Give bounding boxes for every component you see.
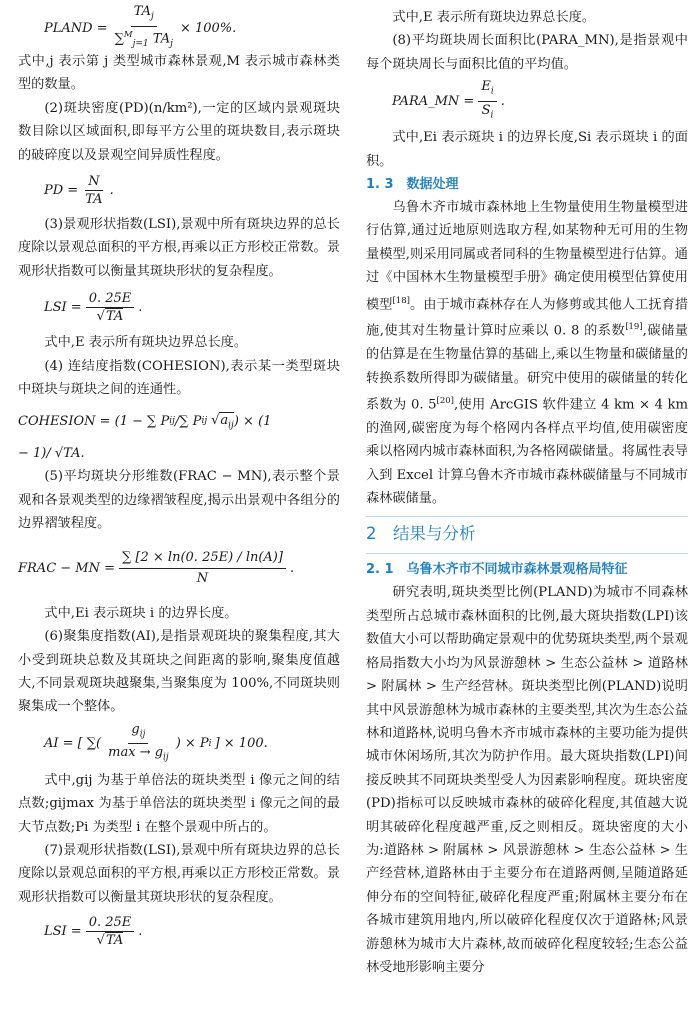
equation-frac-mn [18,536,340,602]
divider [366,516,688,517]
paragraph: 式中,Ei 表示斑块 i 的边界长度。 [44,605,238,621]
equation-cohesion: COHESION = (1 − ∑ P ij / ∑ P ij $√a_{ij}$ ) × (1 [18,412,272,431]
denominator: TA [152,31,171,47]
bracket-open: [ ∑( [77,736,102,752]
numerator: 0. 25E [86,915,135,932]
equation-ai [18,719,340,769]
divider [366,553,688,554]
subscript: ij [228,420,234,431]
section-heading-2: 2 结果与分析 [366,524,476,544]
denominator: TA [105,308,124,324]
equation-para-mn [366,76,688,126]
denominator: TA [105,932,124,948]
equation-lhs: PD = [44,182,79,198]
denominator: S [481,102,491,118]
paragraph: 式中,E 表示所有斑块边界总长度。 [44,335,248,351]
numerator: TA [133,4,152,20]
numerator: g [131,721,140,737]
equation-pd [18,167,340,213]
paragraph: 式中,j 表示第 j 类型城市森林景观,M 表示城市森林类型的数量。 [18,54,340,93]
equation-tail: × 100%. [179,20,237,36]
fraction: $\frac{0. 25E}{√TA}$ [86,915,135,948]
subscript: ij [169,416,175,427]
radicand: a [220,412,229,428]
subscript: j [170,38,173,49]
equation-tail: . [289,561,295,577]
subscript: j=1 [132,38,149,49]
paragraph: (6)聚集度指数(AI),是指景观斑块的聚集程度,其大小受到斑块总数及其斑块之间距离的影响,聚集度值越大,不同景观斑块越聚集,当聚集度为 100%,不同斑块则聚集成一个整体。 [18,629,340,715]
text-run: ,碳储量的估算是在生物量估算的基础上,乘以生物量和碳储量的转换系数所得即为碳储量。研究中使用的碳储量的转化系数为 0. 5 [366,323,688,413]
subscript: i [490,86,494,97]
numerator: N [85,174,102,191]
equation-tail: ) × (1 [233,413,272,429]
equation-lhs: LSI = [44,923,82,939]
paragraph: (8)平均斑块周长面积比(PARA_MN),是指景观中每个斑块周长与面积比值的平均值。 [366,33,688,72]
subscript: ij [163,752,169,763]
right-column [366,6,688,979]
bracket-close: ] × 100. [214,736,268,752]
operator: ) × P [175,736,209,752]
sum-term: ∑ P [179,413,202,429]
paragraph: (3)景观形状指数(LSI),景观中所有斑块边界的总长度除以景观总面积的平方根,再乘以正方形校正常数。景观形状指数可以衡量其斑块形状的复杂程度。 [18,217,340,279]
numerator: 0. 25E [86,291,135,308]
fraction [112,4,176,52]
text-run: ,使用 ArcGIS 软件建立 4 km × 4 km 的渔网,碳密度为每个格网内各样点平均值,使用碳密度乘以格网内城市森林面积,为各格网碳储量。将属性表导入到 Excel 计算乌鲁木齐市城市森林碳储量与不同城市森林碳储量。 [366,397,688,507]
equation-lhs: LSI = [44,299,82,315]
fraction [105,722,172,766]
section-heading-1-3: 1. 3 数据处理 [366,177,459,193]
denominator: TA [85,191,103,207]
equation-tail: . [500,93,505,109]
citation: [19] [625,322,643,333]
paragraph: 式中,Ei 表示斑块 i 的边界长度,Si 表示斑块 i 的面积。 [366,130,688,169]
paragraph: 式中,gij 为基于单倍法的斑块类型 i 像元之间的结点数;gijmax 为基于单倍法的斑块类型 i 像元之间的最大节点数;Pi 为类型 i 在整个景观中所占的。 [18,772,340,835]
numerator: E [481,79,491,95]
denominator: N [196,571,209,587]
equation-lsi-2 [18,909,340,953]
subscript: i [490,110,494,121]
subscript: j [151,11,154,22]
equation-continuation: − 1)/ √TA. [18,445,85,461]
paragraph: (4) 连结度指数(COHESION),表示某一类型斑块中斑块与斑块之间的连通性。 [18,358,340,398]
sum-symbol: ∑ [114,31,124,47]
fraction [478,79,496,123]
paragraph: 研究表明,斑块类型比例(PLAND)为城市不同森林类型所占总城市森林面积的比例,最大斑块指数(LPI)该数值大小可以帮助确定景观中的优势斑块类型,两个景观格局指数大小均为风景游憩林 > 生态公益林 > 道路林 > 附属林 > 生产经营林。斑块类型比例(PLAND)说明其中风景游憩林为城市森林的主要类型,其次为生态公益林和道路林,说明乌鲁木齐市城市森林的主要功能为提供城市休闲场所,其次为防护作用。最大斑块指数(LPI)间接反映其不同斑块类型受人为因素影响程度。斑块密度(PD)指标可以反映城市森林的破碎化程度,其值越大说明其破碎化程度越严重,反之则相反。斑块密度的大小为:道路林 > 附属林 > 风景游憩林 > 生态公益林 > 生产经营林,道路林由于主要分布在道路两侧,呈随道路延伸分布的空间特征,破碎化程度严重;附属林主要分布在各城市建筑用地内,所以破碎化程度仅次于道路林;风景游憩林为城市大片森林,故而破碎化程度较轻;生态公益林受地形影响主要分 [366,585,688,975]
left-column [18,6,340,953]
equation-tail: . [109,182,114,198]
equation-lhs: COHESION = (1 − [18,413,144,429]
equation-tail: . [138,923,143,939]
subscript: ij [201,416,208,427]
equation-lhs: PARA_MN = [392,93,475,109]
citation: [18] [392,295,410,306]
equation-lhs: FRAC − MN = [18,561,116,577]
fraction [82,174,105,207]
paragraph: 式中,E 表示所有斑块边界总长度。 [392,10,596,25]
equation-cohesion-line2 [18,441,340,465]
text-run: 。由于城市森林存在人为修剪或其他人工抚育措施,使其对生物量计算时应乘以 0. 8 的系数 [366,297,689,339]
citation: [20] [436,396,454,407]
fraction: $\frac{0. 25E}{√TA}$ [86,291,135,324]
equation-lhs: PLAND = [44,20,108,36]
equation-tail: . [138,299,143,315]
superscript: M [123,29,133,40]
paragraph: (5)平均斑块分形维数(FRAC − MN),表示整个景观和各景观类型的边缘褶皱程度,揭示出景观中各组分的边界褶皱程度。 [18,469,340,532]
numerator: ∑ [2 × ln(0. 25E) / ln(A)] [119,549,286,569]
operator: / [174,413,180,429]
sum-term: ∑ P [147,413,170,429]
section-heading-2-1: 2. 1 乌鲁木齐市不同城市森林景观格局特征 [366,562,628,578]
paragraph: (2)斑块密度(PD)(n/km²),一定的区域内景观斑块数目除以区域面积,即每平方公里的斑块数目,表示斑块的破碎度以及景观空间异质性程度。 [18,100,340,163]
equation-lhs: AI = [44,736,74,752]
subscript: i [208,738,212,749]
denominator: max → g [108,745,164,761]
equation-lsi [18,283,340,331]
subscript: ij [139,729,146,740]
fraction [119,549,286,588]
paragraph [366,196,688,510]
text-run: 乌鲁木齐市城市森林地上生物量使用生物量模型进行估算,通过近地原则选取方程,如某物种无可用的生物量模型,则采用同属或者同科的生物量模型进行估算。通过《中国林木生物量模型手册》确定使用模型估算使用模型 [366,200,688,313]
equation-pland [18,6,340,50]
paragraph: (7)景观形状指数(LSI),景观中所有斑块边界的总长度除以景观总面积的平方根,再乘以正方形校正常数。景观形状指数可以衡量其斑块形状的复杂程度。 [18,842,340,905]
